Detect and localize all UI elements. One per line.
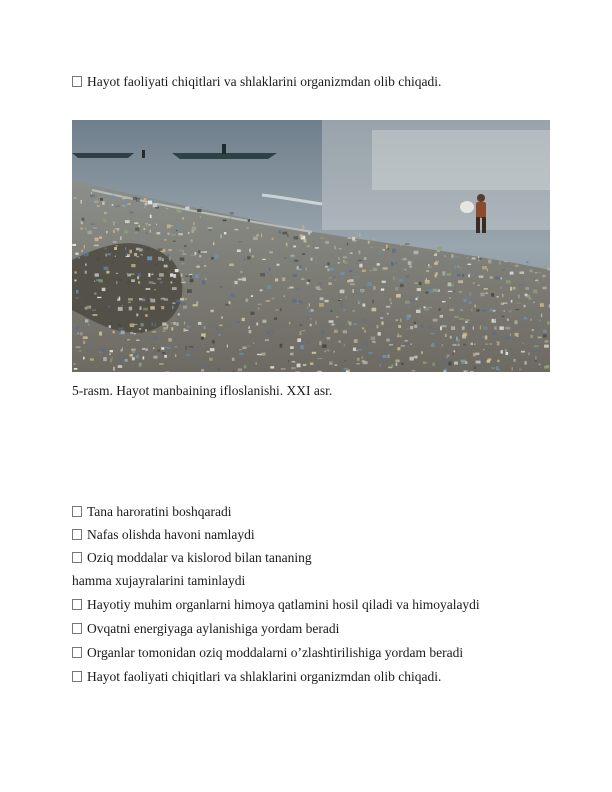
bullet-box-icon (72, 647, 82, 658)
list-item-text: Organlar tomonidan oziq moddalarni o’zlashtirilishiga yordam beradi (87, 645, 464, 660)
list-item (72, 550, 312, 566)
bullet-box-icon (72, 671, 82, 682)
list-item (72, 504, 232, 520)
bullet-box-icon (72, 529, 82, 540)
list-item-text: Tana haroratini boshqaradi (87, 504, 232, 519)
list-item-text: Ovqatni energiyaga aylanishiga yordam beradi (87, 621, 340, 636)
bullet-box-icon (72, 623, 82, 634)
figure-caption: 5-rasm. Hayot manbaining ifloslanishi. XXI asr. (72, 383, 333, 398)
list-item-continuation: hamma xujayralarini taminlaydi (72, 573, 246, 588)
bullet-box-icon (72, 599, 82, 610)
list-item-text: Oziq moddalar va kislorod bilan tananing (87, 550, 312, 565)
list-item (72, 597, 480, 613)
bullet-box-icon (72, 76, 82, 87)
list-item-text: Hayotiy muhim organlarni himoya qatlamini hosil qiladi va himoyalaydi (87, 597, 480, 612)
list-item-text: Nafas olishda havoni namlaydi (87, 527, 255, 542)
list-item (72, 621, 339, 637)
list-item-text: Hayot faoliyati chiqitlari va shlaklarini organizmdan olib chiqadi. (87, 669, 442, 684)
list-item (72, 527, 255, 543)
polluted-shore-photo (72, 120, 550, 372)
bullet-item-top (72, 74, 441, 90)
bullet-text: Hayot faoliyati chiqitlari va shlaklarini organizmdan olib chiqadi. (87, 74, 442, 89)
bullet-box-icon (72, 552, 82, 563)
list-item (72, 669, 441, 685)
list-item (72, 645, 463, 661)
bullet-box-icon (72, 506, 82, 517)
